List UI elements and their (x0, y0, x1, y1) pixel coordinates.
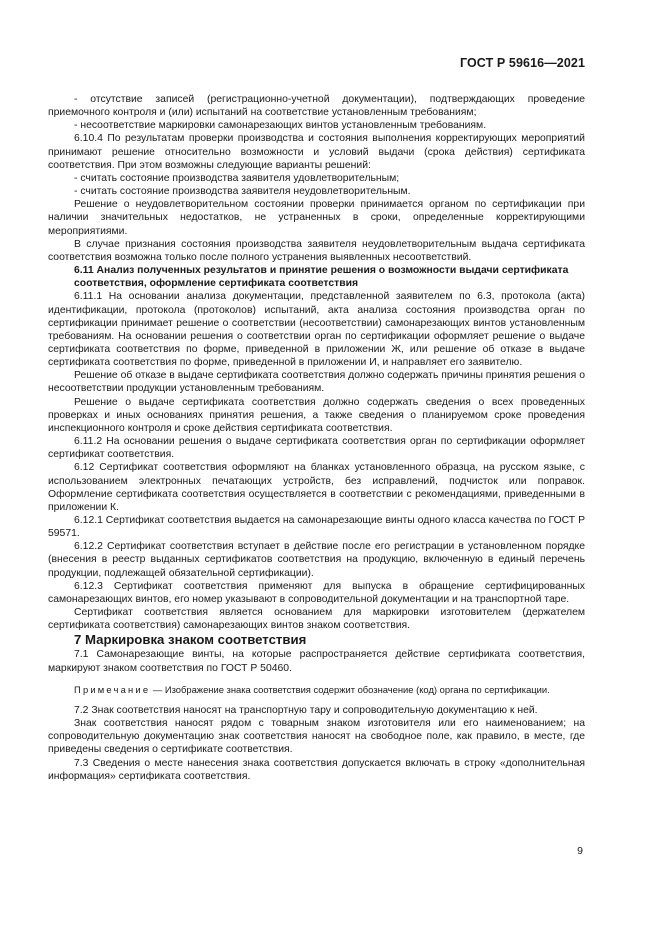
paragraph: 6.12 Сертификат соответствия оформляют на бланках установленного образца, на русском языке, с использованием электронных печатающих устройств, без исправлений, подчисток или поправок. Оформление сертификата соответствия осуществляется в соответствии с рекомендациями, приведенными в приложении К. (48, 462, 585, 513)
paragraph: - считать состояние производства заявителя удовлетворительным; (74, 172, 400, 184)
paragraph: 6.12.3 Сертификат соответствия применяют для выпуска в обращение сертифицированных самонарезающих винтов, его номер указывают в сопроводительной документации и на транспортной таре. (48, 580, 585, 605)
paragraph: В случае признания состояния производства заявителя неудовлетворительным выдача сертификата соответствия возможна только после полного устранения выявленных несоответствий. (48, 238, 585, 263)
paragraph: 6.11.2 На основании решения о выдаче сертификата соответствия орган по сертификации оформляет сертификат соответствия. (48, 436, 585, 461)
section-heading-7: 7 Маркировка знаком соответствия (74, 632, 307, 648)
paragraph: - отсутствие записей (регистрационно-учетной документации), подтверждающих проведение приемочного контроля и (или) испытаний на соответствие установленным требованиям; (48, 94, 585, 119)
paragraph: Решение об отказе в выдаче сертификата соответствия должно содержать причины принятия решения о несоответствии продукции установленным требованиям. (48, 370, 585, 395)
paragraph: Знак соответствия наносят рядом с товарным знаком изготовителя или его наименованием; на сопроводительную документацию знак соответствия наносят на свободное поле, как правило, в месте, где приведены сведения о сертификате соответствия. (48, 718, 585, 756)
paragraph: - несоответствие маркировки самонарезающих винтов установленным требованиям. (74, 120, 487, 132)
paragraph: 7.3 Сведения о месте нанесения знака соответствия допускается включать в строку «дополнительная информация» сертификата соответствия. (48, 757, 585, 782)
page-number: 9 (577, 845, 583, 857)
paragraph: Решение о выдаче сертификата соответствия должно содержать сведения о всех проведенных проверках и иных основаниях принятия решения, а также сведения о планируемом сроке проведения инспекционного контроля и сроке действия сертификата соответствия. (48, 396, 585, 434)
note-label: Примечание (74, 683, 151, 695)
document-number: ГОСТ Р 59616—2021 (459, 56, 585, 70)
section-heading-6-11: 6.11 Анализ полученных результатов и принятие решения о возможности выдачи сертификата соответствия, оформление сертификата соответствия (74, 265, 569, 290)
paragraph: 6.12.2 Сертификат соответствия вступает в действие после его регистрации в установленном порядке (внесения в реестр выданных сертификатов соответствия на продукцию, включенную в единый перечень продукции, подлежащей обязательной сертификации). (48, 541, 585, 579)
paragraph: 7.2 Знак соответствия наносят на транспортную тару и сопроводительную документацию к ней. (74, 704, 538, 716)
paragraph: Решение о неудовлетворительном состоянии проверки принимается органом по сертификации при наличии значительных недостатков, не устраненных в сроки, определенные корректирующими мероприятиями. (48, 199, 585, 237)
paragraph: Сертификат соответствия является основанием для маркировки изготовителем (держателем сертификата соответствия) самонарезающих винтов знаком соответствия. (48, 607, 585, 632)
paragraph: - считать состояние производства заявителя неудовлетворительным. (74, 186, 411, 198)
page-content (48, 93, 585, 783)
paragraph: 6.11.1 На основании анализа документации, представленной заявителем по 6.3, протокола (акта) идентификации, протокола (протоколов) испытаний, акта анализа состояния производства орган по сертификации принимает решение о соответствии (несоответствии) самонарезающих винтов установленным требованиям. На основании решения о соответствии орган по сертификации оформляет решение о выдаче сертификата соответствия по форме, приведенной в приложении Ж, или решение об отказе в выдаче сертификата соответствия по форме, приведенной в приложении И, и направляет его заявителю. (48, 291, 585, 369)
paragraph: 6.12.1 Сертификат соответствия выдается на самонарезающие винты одного класса качества по ГОСТ Р 59571. (48, 515, 585, 540)
note-dash: — (152, 683, 163, 695)
note (48, 683, 585, 696)
paragraph: 7.1 Самонарезающие винты, на которые распространяется действие сертификата соответствия, маркируют знаком соответствия по ГОСТ Р 50460. (48, 649, 585, 674)
paragraph: 6.10.4 По результатам проверки производства и состояния выполнения корректирующих мероприятий принимают решение относительно возможности и условий выдачи (срока действия) сертификата соответствия. При этом возможны следующие варианты решений: (48, 133, 585, 171)
note-text: Изображение знака соответствия содержит обозначение (код) органа по сертификации. (164, 683, 550, 695)
